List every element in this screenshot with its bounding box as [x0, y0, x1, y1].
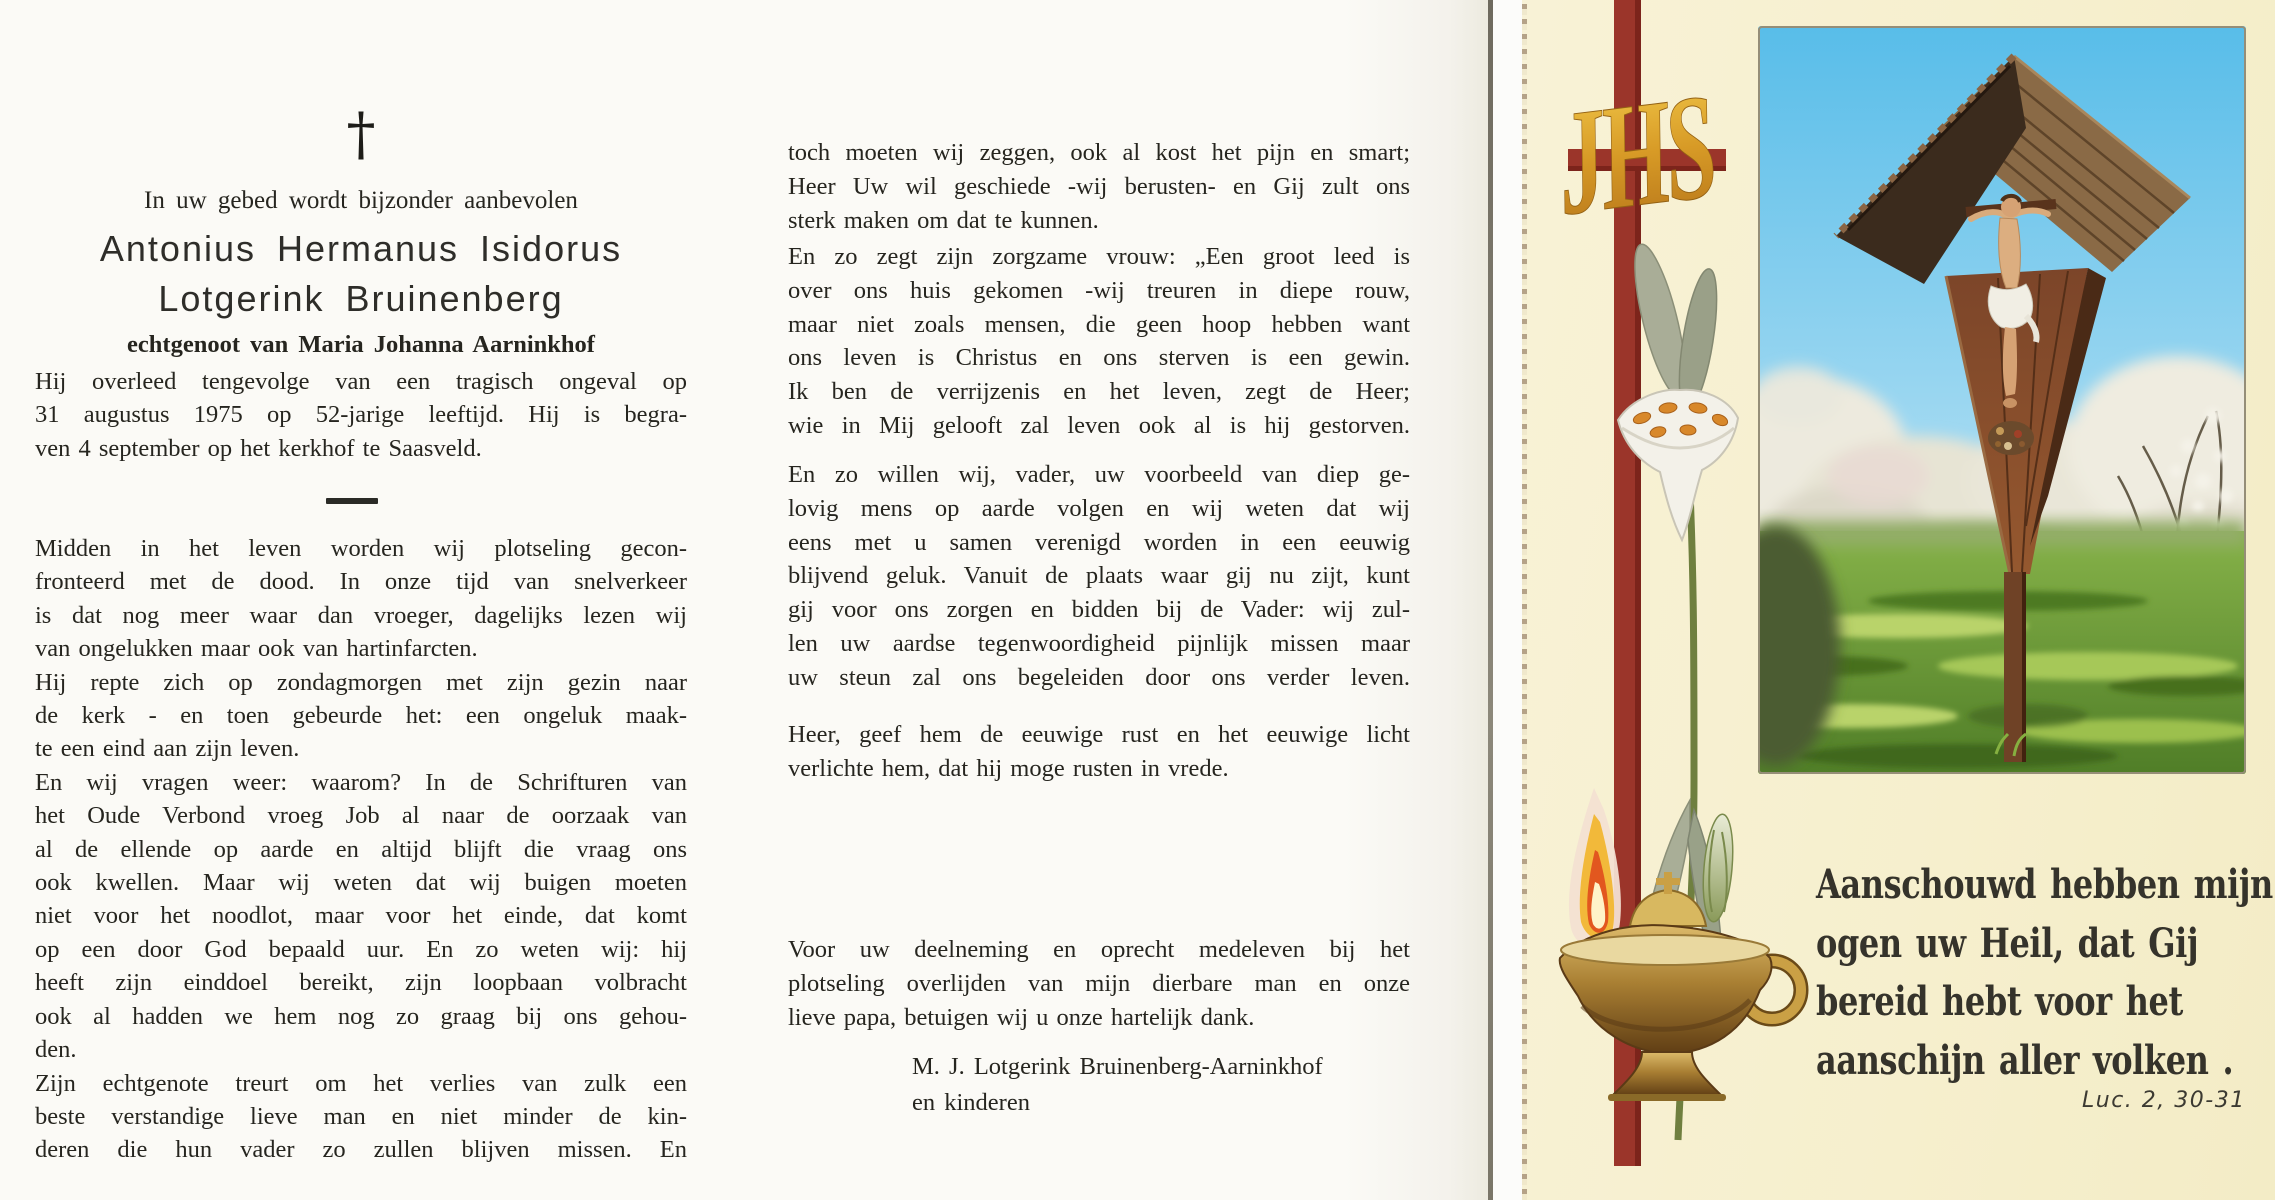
text-line: ons leven is Christus en ons sterven is een gewin.: [788, 344, 1410, 372]
text-line: 31 augustus 1975 op 52-jarige leeftijd. Hij is begra-: [35, 401, 687, 429]
text-line: Voor uw deelneming en oprecht medeleven bij het: [788, 936, 1410, 963]
page-right: [1522, 0, 2275, 1200]
paragraph: [788, 240, 1410, 443]
text-line: eens met u samen verenigd worden in een eeuwig: [788, 528, 1410, 556]
text-line: Hij overleed tengevolge van een tragisch ongeval op: [35, 368, 687, 395]
prayer-paragraph: [788, 718, 1410, 786]
paragraph: [35, 1067, 687, 1167]
paragraph: [788, 458, 1410, 695]
left-body-text: [35, 532, 687, 1167]
flame-icon: [1569, 788, 1621, 949]
text-line: ogen uw Heil, dat Gij: [1816, 919, 2199, 967]
obituary-paragraph: [35, 365, 687, 465]
paragraph: [35, 532, 687, 666]
deceased-name-line-2: Lotgerink Bruinenberg: [158, 278, 564, 319]
text-line: al de ellende op aarde en altijd blijft die vraag ons: [35, 835, 687, 863]
section-divider: [326, 498, 378, 504]
text-line: ook al hadden we hem nog zo graag bij ons gehou-: [35, 1002, 687, 1030]
text-line: gij voor ons zorgen en bidden bij de Vader: wij zul-: [788, 596, 1410, 624]
paragraph: [35, 666, 687, 766]
relation-line: echtgenoot van Maria Johanna Aarninkhof: [127, 331, 595, 358]
scripture-reference: Luc. 2, 30-31: [2082, 1088, 2246, 1113]
text-line: Zijn echtgenote treurt om het verlies van zulk een: [35, 1069, 687, 1097]
signature-line: en kinderen: [912, 1089, 1030, 1116]
text-line: Hij repte zich op zondagmorgen met zijn gezin naar: [35, 668, 687, 696]
text-line: van ongelukken maar ook van hartinfarcten.: [35, 635, 478, 663]
acknowledgement-paragraph: [788, 933, 1410, 1034]
text-line: plotseling overlijden van mijn dierbare man en onze: [788, 969, 1410, 997]
text-line: En zo zegt zijn zorgzame vrouw: „Een groot leed is: [788, 243, 1410, 270]
text-line: bereid hebt voor het: [1816, 978, 2183, 1025]
middle-column: [788, 0, 1410, 1200]
text-line: len uw aardse tegenwoordigheid pijnlijk missen maar: [788, 629, 1410, 657]
paragraph: [788, 136, 1410, 237]
text-line: uw steun zal ons begeleiden door ons verder leven.: [788, 663, 1410, 691]
text-line: niet voor het noodlot, maar voor het einde, dat komt: [35, 902, 687, 930]
text-line: aanschijn aller volken .: [1816, 1036, 2234, 1084]
svg-text:JHS: JHS: [1548, 62, 1720, 247]
text-line: ven 4 september op het kerkhof te Saasveld.: [35, 434, 482, 462]
text-line: deren die hun vader zo zullen blijven missen. En: [35, 1136, 687, 1164]
text-line: wie in Mij gelooft zal leven ook al is hij gestorven.: [788, 411, 1410, 439]
ihs-monogram: [1548, 63, 1723, 247]
text-line: is dat nog meer waar dan vroeger, dagelijks lezen wij: [35, 601, 687, 629]
left-column: [35, 0, 687, 1200]
text-line: lieve papa, betuigen wij u onze hartelijk dank.: [788, 1003, 1255, 1031]
text-line: Heer, geef hem de eeuwige rust en het eeuwige licht: [788, 721, 1410, 748]
text-line: toch moeten wij zeggen, ook al kost het pijn en smart;: [788, 139, 1410, 166]
text-line: den.: [35, 1036, 77, 1064]
text-line: lovig mens op aarde volgen en wij weten dat wij: [788, 494, 1410, 522]
intro-line: In uw gebed wordt bijzonder aanbevolen: [144, 187, 578, 214]
text-line: verlichte hem, dat hij moge rusten in vrede.: [788, 754, 1229, 782]
text-line: op een door God bepaald uur. En zo weten wij: hij: [35, 935, 687, 963]
deceased-name-line-1: Antonius Hermanus Isidorus: [99, 228, 623, 269]
text-line: de kerk - en toen gebeurde het: een ongeluk maak-: [35, 702, 687, 730]
page-fold-edge: [1488, 0, 1493, 1200]
text-line: fronteerd met de dood. In onze tijd van snelverkeer: [35, 568, 687, 596]
text-line: Ik ben de verrijzenis en het leven, zegt de Heer;: [788, 378, 1410, 406]
text-line: blijvend geluk. Vanuit de plaats waar gij nu zijt, kunt: [788, 562, 1410, 590]
text-line: En wij vragen weer: waarom? In de Schrifturen van: [35, 768, 687, 796]
paragraph: [35, 766, 687, 1067]
latin-cross-icon: †: [346, 100, 376, 168]
scripture-verse: [1816, 856, 2273, 1090]
text-line: beste verstandige lieve man en niet minder de kin-: [35, 1102, 687, 1130]
text-line: Aanschouwd hebben mijn: [1816, 861, 2273, 908]
text-line: maar niet zoals mensen, die geen hoop hebben want: [788, 310, 1410, 338]
shrine-photo: [1708, 26, 2275, 778]
text-line: Heer Uw wil geschiede -wij berusten- en Gij zult ons: [788, 172, 1410, 200]
text-line: En zo willen wij, vader, uw voorbeeld van diep ge-: [788, 461, 1410, 488]
signature-line: M. J. Lotgerink Bruinenberg-Aarninkhof: [912, 1053, 1323, 1080]
text-line: heeft zijn einddoel bereikt, zijn loopbaan volbracht: [35, 969, 687, 997]
text-line: Midden in het leven worden wij plotseling gecon-: [35, 535, 687, 562]
text-line: over ons huis gekomen -wij treuren in diepe rouw,: [788, 276, 1410, 304]
text-line: het Oude Verbond vroeg Job al naar de oorzaak van: [35, 802, 687, 830]
text-line: te een eind aan zijn leven.: [35, 735, 300, 763]
text-line: ook kwellen. Maar wij weten dat wij buigen moeten: [35, 869, 687, 897]
text-line: sterk maken om dat te kunnen.: [788, 206, 1099, 234]
